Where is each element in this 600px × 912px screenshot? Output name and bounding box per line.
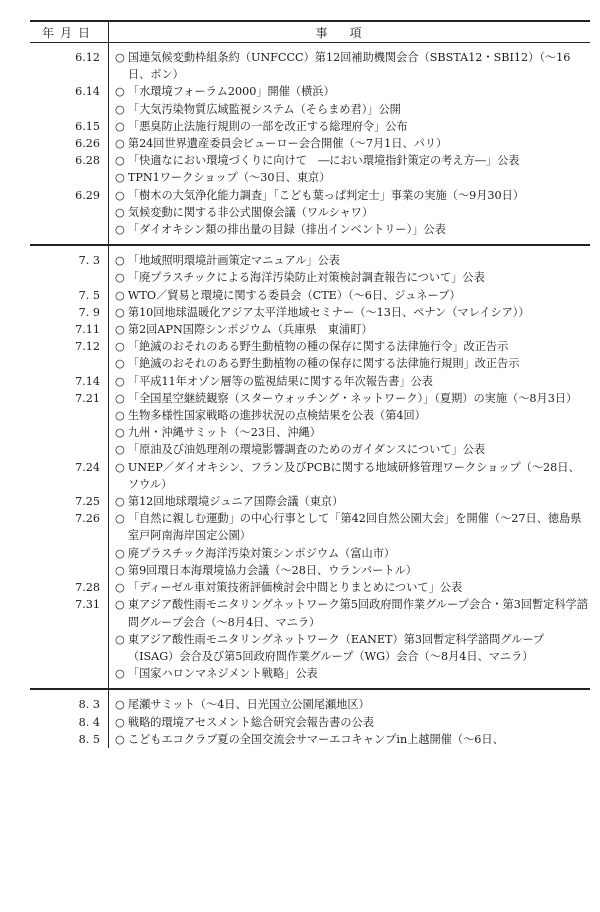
bullet-circle-icon: ○	[115, 698, 125, 712]
entry-items	[109, 338, 591, 372]
table-row	[30, 459, 590, 493]
event-item: ○ 第12回地球環境ジュニア国際会議（東京）	[115, 493, 590, 510]
table-row	[30, 287, 590, 304]
entry-items	[109, 689, 591, 713]
date-column-header: 年月日	[30, 21, 109, 43]
event-item: ○ 「廃プラスチックによる海洋汚染防止対策検討調査報告について」公表	[115, 269, 590, 286]
event-item: ○ 「快適なにおい環境づくりに向けて ―におい環境指針策定の考え方―」公表	[115, 152, 590, 169]
bullet-circle-icon: ○	[115, 119, 125, 133]
bullet-circle-icon: ○	[115, 188, 125, 202]
entry-date: 6.14	[30, 83, 109, 117]
bullet-circle-icon: ○	[115, 426, 125, 440]
bullet-circle-icon: ○	[115, 732, 125, 746]
item-column-header: 事項	[109, 21, 591, 43]
bullet-circle-icon: ○	[115, 715, 125, 729]
bullet-circle-icon: ○	[115, 409, 125, 423]
entry-date: 7.31	[30, 596, 109, 689]
table-body	[30, 43, 593, 748]
bullet-circle-icon: ○	[115, 563, 125, 577]
table-row	[30, 43, 590, 84]
entry-date: 8. 4	[30, 714, 109, 731]
table-row	[30, 118, 590, 135]
entry-items	[109, 304, 591, 321]
entry-items	[109, 493, 591, 510]
entry-date: 6.29	[30, 187, 109, 246]
table-row	[30, 152, 590, 186]
table-row	[30, 304, 590, 321]
event-item: ○ 廃プラスチック海洋汚染対策シンポジウム（富山市）	[115, 545, 590, 562]
bullet-circle-icon: ○	[115, 460, 125, 474]
table-row	[30, 187, 590, 246]
event-item: ○ 「国家ハロンマネジメント戦略」公表	[115, 665, 590, 682]
entry-date: 7.28	[30, 579, 109, 596]
bullet-circle-icon: ○	[115, 667, 125, 681]
bullet-circle-icon: ○	[115, 102, 125, 116]
entry-items	[109, 459, 591, 493]
entry-date: 7.25	[30, 493, 109, 510]
entry-items	[109, 579, 591, 596]
bullet-circle-icon: ○	[115, 51, 125, 64]
entry-items	[109, 510, 591, 579]
event-item: ○ 東アジア酸性雨モニタリングネットワーク第5回政府間作業グループ会合・第3回暫定科学諮問グループ会合（～8月4日、マニラ）	[115, 598, 588, 629]
entry-items	[109, 390, 591, 459]
bullet-circle-icon: ○	[115, 374, 125, 388]
bullet-circle-icon: ○	[115, 357, 125, 371]
bullet-circle-icon: ○	[115, 137, 125, 151]
entry-items	[109, 43, 591, 84]
entry-date: 7.12	[30, 338, 109, 372]
bullet-circle-icon: ○	[115, 495, 125, 509]
entry-date: 6.12	[30, 43, 109, 84]
event-item: ○ こどもエコクラブ夏の全国交流会サマーエコキャンプin上越開催（～6日、	[115, 731, 590, 748]
entry-date: 8. 3	[30, 689, 109, 713]
event-item: ○ UNEP／ダイオキシン、フラン及びPCBに関する地域研修管理ワークショップ（～28日、ソウル）	[115, 460, 580, 491]
entry-date: 7.26	[30, 510, 109, 579]
event-item: ○ WTO／貿易と環境に関する委員会（CTE）（～6日、ジュネーブ）	[115, 287, 590, 304]
bullet-circle-icon: ○	[115, 223, 125, 237]
event-item: ○ 「悪臭防止法施行規則の一部を改正する総理府令」公布	[115, 118, 590, 135]
event-item: ○ 東アジア酸性雨モニタリングネットワーク（EANET）第3回暫定科学諮問グループ（ISAG）会合及び第5回政府間作業グループ（WG）会合（～8月4日、マニラ）	[115, 632, 545, 663]
table-row	[30, 579, 590, 596]
bullet-circle-icon: ○	[115, 254, 125, 268]
entry-items	[109, 287, 591, 304]
bullet-circle-icon: ○	[115, 323, 125, 337]
event-item: ○ 「水環境フォーラム2000」開催（横浜）	[115, 83, 590, 100]
table-header	[30, 21, 590, 43]
entry-items	[109, 187, 591, 246]
table-row	[30, 338, 590, 372]
bullet-circle-icon: ○	[115, 154, 125, 168]
event-item: ○ 生物多様性国家戦略の進捗状況の点検結果を公表（第4回）	[115, 407, 590, 424]
entry-items	[109, 321, 591, 338]
table-row	[30, 689, 590, 713]
chronology-page	[30, 20, 593, 748]
event-item: ○ 「平成11年オゾン層等の監視結果に関する年次報告書」公表	[115, 373, 590, 390]
table-row	[30, 245, 590, 286]
bullet-circle-icon: ○	[115, 205, 125, 219]
event-item: ○ 「大気汚染物質広域監視システム（そらまめ君）」公開	[115, 101, 590, 118]
entry-items	[109, 118, 591, 135]
entry-items	[109, 731, 591, 748]
event-item: ○ 戦略的環境アセスメント総合研究会報告書の公表	[115, 714, 590, 731]
entry-items	[109, 152, 591, 186]
bullet-circle-icon: ○	[115, 288, 125, 302]
event-item: ○ 「絶滅のおそれのある野生動植物の種の保存に関する法律施行規則」改正告示	[115, 355, 590, 372]
entry-date: 7.21	[30, 390, 109, 459]
event-item: ○ 「原油及び油処理剤の環境影響調査のためのガイダンスについて」公表	[115, 441, 590, 458]
bullet-circle-icon: ○	[115, 305, 125, 319]
event-item: ○ 国連気候変動枠組条約（UNFCCC）第12回補助機関会合（SBSTA12・SBI12）（～16日、ボン）	[115, 51, 571, 82]
event-item: ○ 第10回地球温暖化アジア太平洋地域セミナー（～13日、ペナン（マレイシア））	[115, 304, 590, 321]
event-item: ○ 「樹木の大気浄化能力調査」「こども葉っぱ判定士」事業の実施（～9月30日）	[115, 187, 590, 204]
bullet-circle-icon: ○	[115, 632, 125, 646]
event-item: ○ 第2回APN国際シンポジウム（兵庫県 東浦町）	[115, 321, 590, 338]
event-item: ○ TPN1ワークショップ（～30日、東京）	[115, 169, 590, 186]
bullet-circle-icon: ○	[115, 171, 125, 185]
bullet-circle-icon: ○	[115, 271, 125, 285]
entry-date: 7.24	[30, 459, 109, 493]
event-item: ○ 第9回環日本海環境協力会議（～28日、ウランバートル）	[115, 562, 590, 579]
event-item: ○ 「絶滅のおそれのある野生動植物の種の保存に関する法律施行令」改正告示	[115, 338, 590, 355]
table-row	[30, 596, 590, 689]
table-row	[30, 390, 590, 459]
table-row	[30, 714, 590, 731]
entry-date: 7. 3	[30, 245, 109, 286]
bullet-circle-icon: ○	[115, 546, 125, 560]
entry-date: 7. 5	[30, 287, 109, 304]
entry-date: 6.15	[30, 118, 109, 135]
entry-items	[109, 714, 591, 731]
bullet-circle-icon: ○	[115, 340, 125, 354]
entry-date: 7.14	[30, 373, 109, 390]
table-row	[30, 510, 590, 579]
entry-items	[109, 83, 591, 117]
entry-date: 8. 5	[30, 731, 109, 748]
table-row	[30, 493, 590, 510]
event-item: ○ 「地域照明環境計画策定マニュアル」公表	[115, 252, 590, 269]
entry-items	[109, 373, 591, 390]
bullet-circle-icon: ○	[115, 512, 125, 526]
bullet-circle-icon: ○	[115, 391, 125, 405]
bullet-circle-icon: ○	[115, 443, 125, 457]
entry-items	[109, 596, 591, 689]
bullet-circle-icon: ○	[115, 85, 125, 99]
event-item: ○ 九州・沖縄サミット（～23日、沖縄）	[115, 424, 590, 441]
table-row	[30, 373, 590, 390]
event-item: ○ 尾瀬サミット（～4日、日光国立公園尾瀬地区）	[115, 696, 590, 713]
event-item: ○ 「ダイオキシン類の排出量の目録（排出インベントリー）」公表	[115, 221, 590, 238]
bullet-circle-icon: ○	[115, 581, 125, 595]
entry-date: 6.26	[30, 135, 109, 152]
bullet-circle-icon: ○	[115, 598, 125, 612]
event-item: ○ 「ディーゼル車対策技術評価検討会中間とりまとめについて」公表	[115, 579, 590, 596]
table-row	[30, 731, 590, 748]
entry-date: 7. 9	[30, 304, 109, 321]
entry-items	[109, 245, 591, 286]
table-row	[30, 83, 590, 117]
event-item: ○ 「全国星空継続観察（スターウォッチング・ネットワーク）」（夏期）の実施（～8月3日）	[115, 390, 590, 407]
entry-date: 6.28	[30, 152, 109, 186]
event-item: ○ 第24回世界遺産委員会ビューロー会合開催（～7月1日、パリ）	[115, 135, 590, 152]
entry-date: 7.11	[30, 321, 109, 338]
table-row	[30, 135, 590, 152]
event-item: ○ 気候変動に関する非公式閣僚会議（ワルシャワ）	[115, 204, 590, 221]
chronology-table	[30, 20, 593, 748]
entry-items	[109, 135, 591, 152]
table-row	[30, 321, 590, 338]
event-item: ○ 「自然に親しむ運動」の中心行事として「第42回自然公園大会」を開催（～27日、徳島県 室戸阿南海岸国定公園）	[115, 512, 593, 543]
